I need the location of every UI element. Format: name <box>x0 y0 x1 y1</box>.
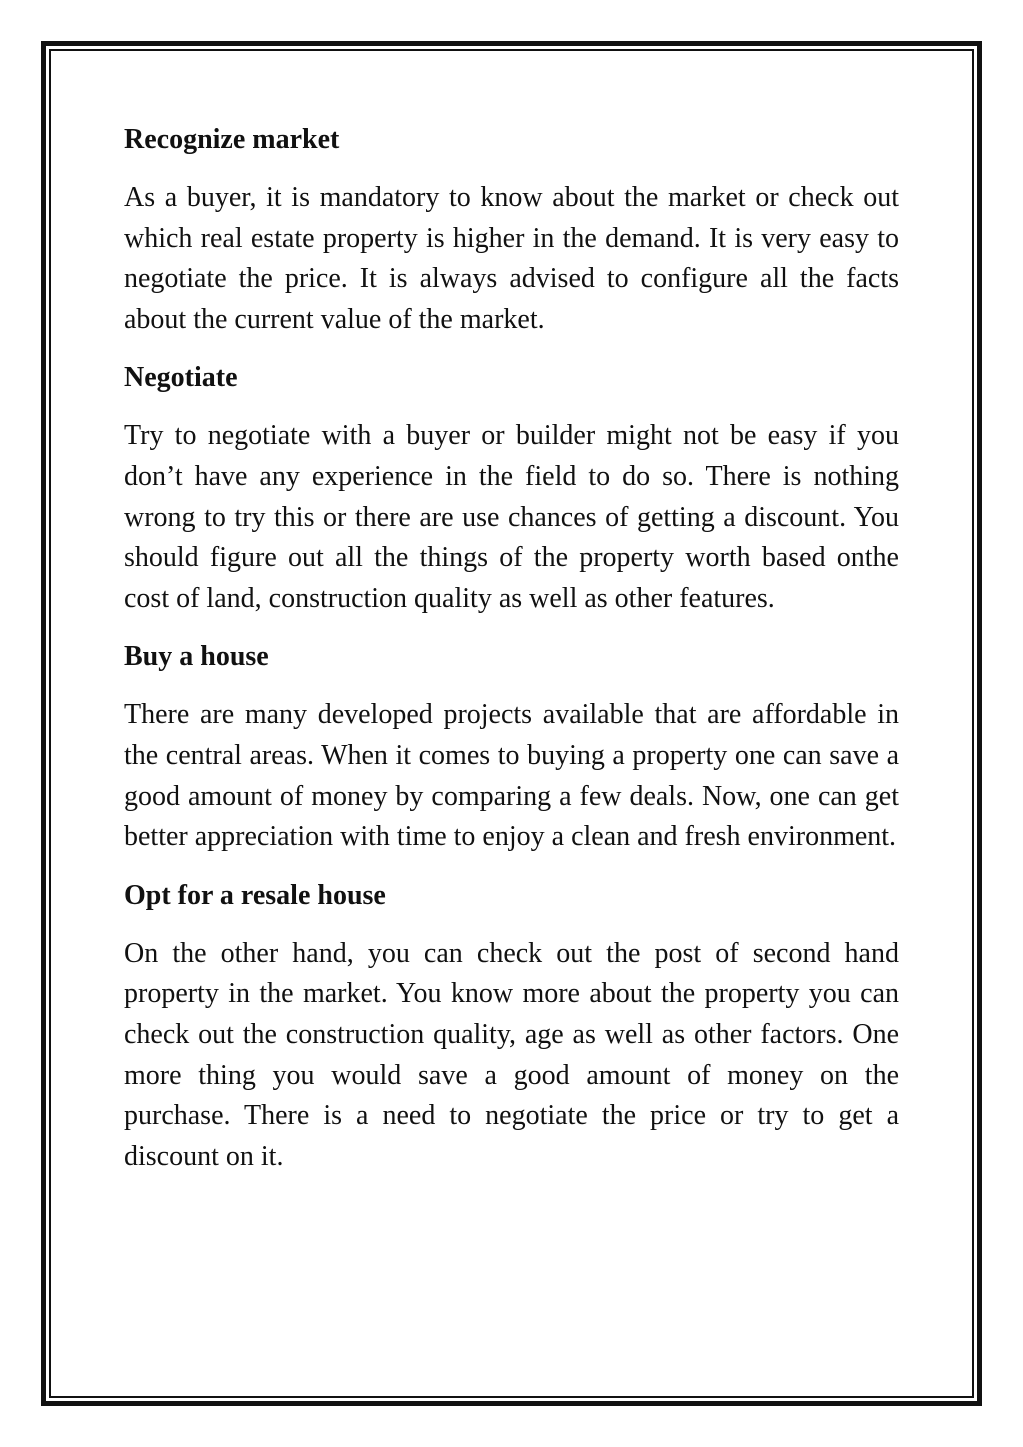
section-paragraph: On the other hand, you can check out the post of second hand property in the market. You know more about the property you can check out the construction quality, age as well as other factors. One more thing you would save a good amount of money on the purchase. There is a need to negotiate the price or try to get a discount on it. <box>124 937 899 1172</box>
section-heading: Negotiate <box>124 362 238 394</box>
section-paragraph: There are many developed projects available that are affordable in the central areas. When it comes to buying a property one can save a good amount of money by comparing a few deals. Now, one can get better appreciation with time to enjoy a clean and fresh environment. <box>124 699 899 853</box>
section-recognize-market <box>124 120 899 340</box>
section-buy-a-house <box>124 637 899 857</box>
document-content <box>124 120 899 1195</box>
section-paragraph: Try to negotiate with a buyer or builder might not be easy if you don’t have any experience in the field to do so. There is nothing wrong to try this or there are use chances of getting a discount. You should figure out all the things of the property worth based onthe cost of land, construction quality as well as other features. <box>124 420 899 614</box>
section-heading: Recognize market <box>124 124 340 155</box>
section-paragraph: As a buyer, it is mandatory to know about the market or check out which real estate property is higher in the demand. It is very easy to negotiate the price. It is always advised to configure all the facts about the current value of the market. <box>124 182 899 335</box>
section-heading: Opt for a resale house <box>124 879 386 911</box>
section-negotiate <box>124 358 899 619</box>
section-opt-for-resale-house <box>124 876 899 1178</box>
section-heading: Buy a house <box>124 641 269 673</box>
